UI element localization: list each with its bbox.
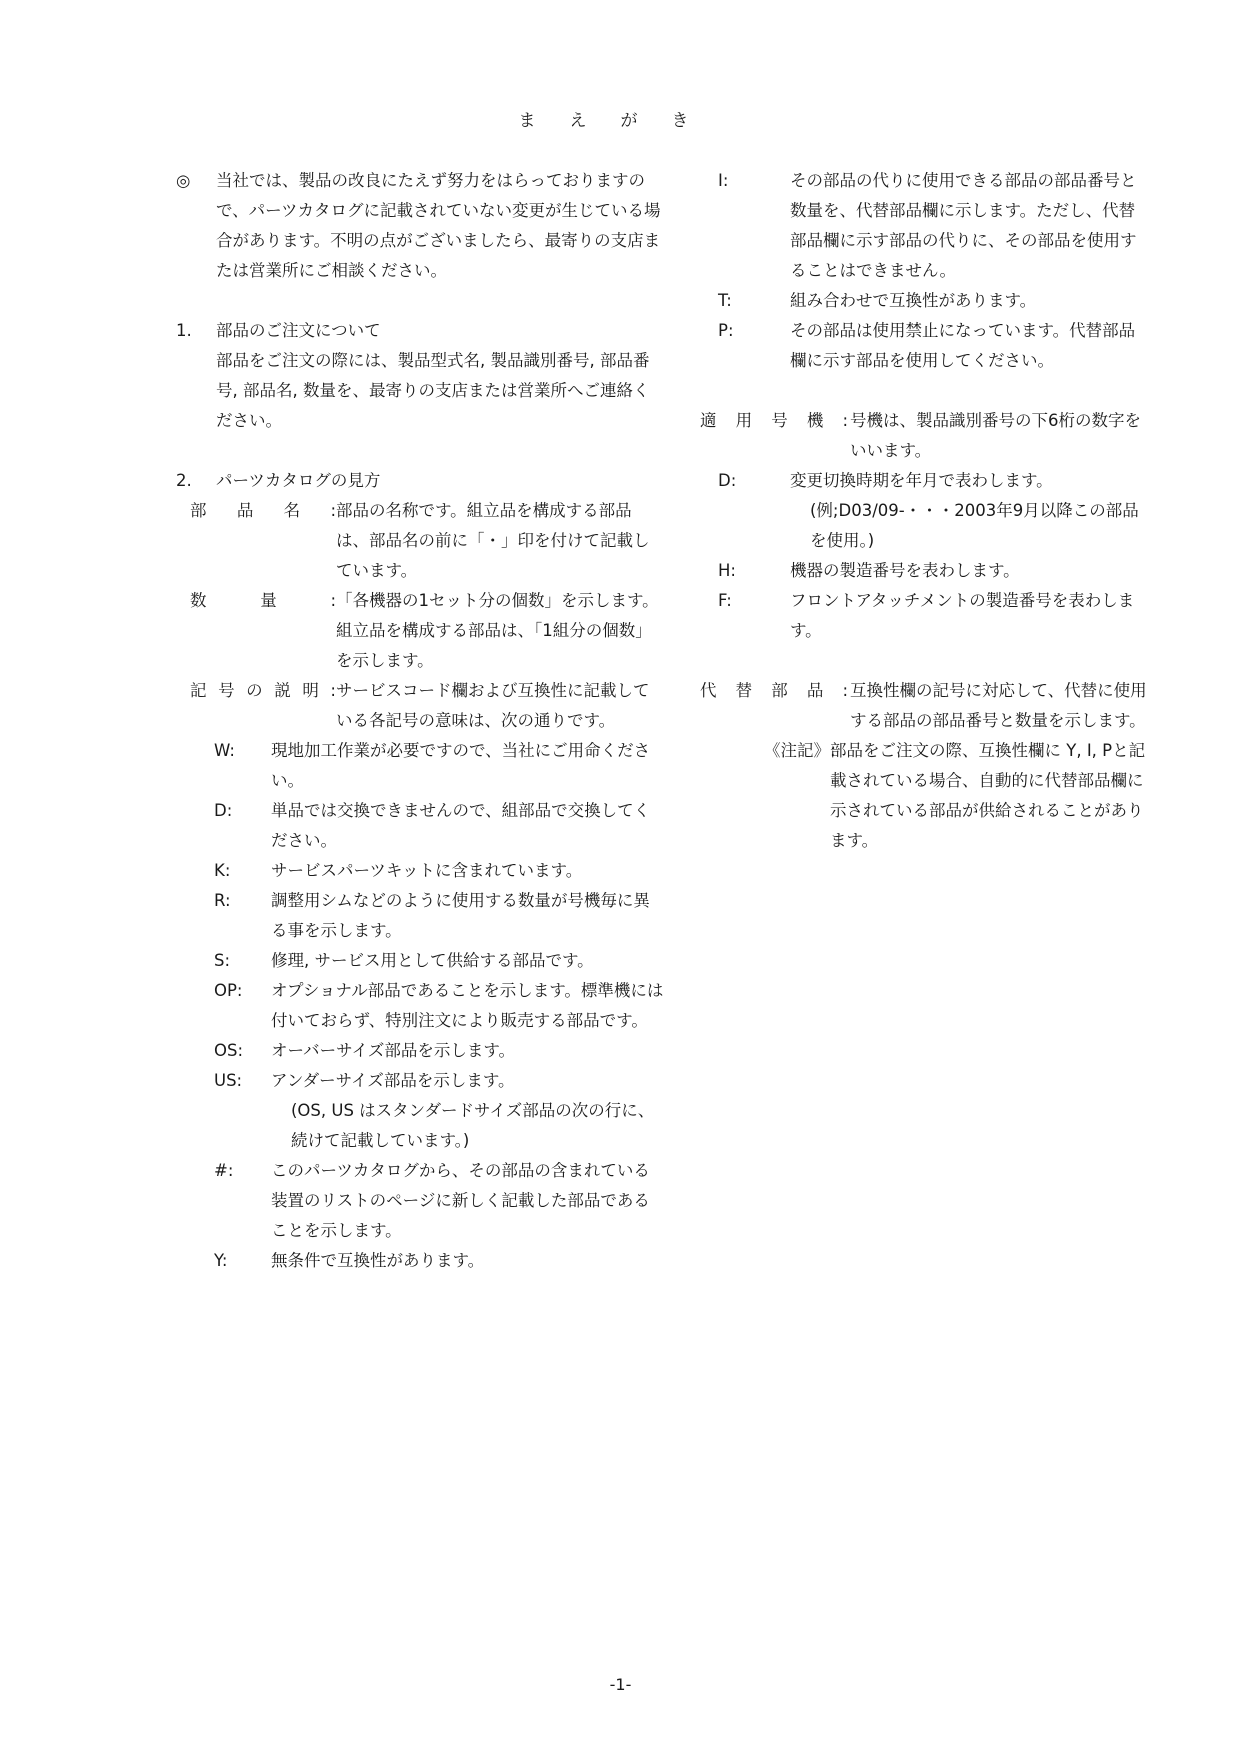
definition-item	[176, 676, 664, 736]
symbol-text: アンダーサイズ部品を示します。	[271, 1071, 515, 1090]
compat-symbol-list	[700, 166, 1150, 376]
note-term: 《注記》:	[764, 741, 836, 760]
symbol-text: 変更切換時期を年月で表わします。	[790, 471, 1053, 490]
intro-paragraph	[176, 166, 664, 286]
term-char: 号	[218, 681, 235, 700]
left-column	[176, 166, 664, 1276]
term-char: 号	[771, 411, 788, 430]
symbol-text: オプショナル部品であることを示します。標準機には付いておらず、特別注文により販売する部品です。	[271, 981, 664, 1030]
symbol-key: D:	[718, 471, 737, 490]
term-char: 明	[302, 681, 319, 700]
symbol-item	[700, 316, 1150, 376]
section-2-title: パーツカタログの見方	[216, 471, 381, 490]
example-note	[700, 496, 1150, 556]
definition-term	[190, 586, 336, 616]
definition-term	[190, 496, 336, 526]
symbol-text: 調整用シムなどのように使用する数量が号機毎に異る事を示します。	[271, 891, 650, 940]
section-1-body: 部品をご注文の際には、製品型式名, 製品識別番号, 部品番号, 部品名, 数量を、最寄りの支店または営業所へご連絡ください。	[216, 351, 650, 430]
symbol-item	[176, 946, 664, 976]
symbol-item	[700, 466, 1150, 496]
symbol-text: その部品の代りに使用できる部品の部品番号と数量を、代替部品欄に示します。ただし、代替部品欄に示す部品の代りに、その部品を使用することはできません。	[790, 171, 1137, 280]
symbol-text: 無条件で互換性があります。	[271, 1251, 485, 1270]
symbol-text: 単品では交換できませんので、組部品で交換してください。	[271, 801, 651, 850]
term-char: 部	[771, 681, 788, 700]
term-char: の	[246, 681, 263, 700]
symbol-text: 組み合わせで互換性があります。	[790, 291, 1037, 310]
symbol-text: 現地加工作業が必要ですので、当社にご用命ください。	[271, 741, 651, 790]
term-char: 数	[190, 591, 207, 610]
section-2-number: 2.	[176, 471, 192, 490]
symbol-key: S:	[214, 951, 231, 970]
symbol-text: このパーツカタログから、その部品の含まれている装置のリストのページに新しく記載した部品であることを示します。	[271, 1161, 650, 1240]
symbol-text: サービスパーツキットに含まれています。	[271, 861, 583, 880]
symbol-item	[176, 856, 664, 886]
symbol-text: オーバーサイズ部品を示します。	[271, 1041, 516, 1060]
symbol-text: 機器の製造番号を表わします。	[790, 561, 1020, 580]
symbol-item	[176, 1066, 664, 1096]
term-char: 品	[236, 501, 254, 520]
symbol-list	[176, 736, 664, 1096]
symbol-item	[176, 976, 664, 1036]
term-char: 説	[274, 681, 291, 700]
symbol-key: H:	[718, 561, 736, 580]
definition-term	[190, 676, 336, 706]
term-char: 機	[806, 411, 824, 430]
symbol-key: W:	[214, 741, 235, 760]
term-char: :	[330, 681, 336, 700]
section-1-title: 部品のご注文について	[216, 321, 381, 340]
symbol-key: K:	[214, 861, 231, 880]
applicable-text: 号機は、製品識別番号の下6桁の数字をいいます。	[850, 411, 1141, 460]
symbol-item	[176, 736, 664, 796]
definition-text: 「各機器の1セット分の個数」を示します。組立品を構成する部品は、「1組分の個数」を示します。	[336, 591, 659, 670]
symbol-item	[176, 796, 664, 856]
example-text: (例;D03/09-・・・2003年9月以降この部品を使用。)	[810, 501, 1139, 550]
term-char: 量	[260, 591, 277, 610]
applicable-definition	[700, 406, 1150, 466]
substitute-text: 互換性欄の記号に対応して、代替に使用する部品の部品番号と数量を示します。	[850, 681, 1147, 730]
term-char: 記	[190, 681, 207, 700]
size-note-text: (OS, US はスタンダードサイズ部品の次の行に、続けて記載しています。)	[291, 1101, 655, 1150]
right-column	[700, 166, 1150, 856]
symbol-item	[700, 286, 1150, 316]
term-char: 適	[700, 411, 717, 430]
intro-text: 当社では、製品の改良にたえず努力をはらっておりますので、パーツカタログに記載されていない変更が生じている場合があります。不明の点がございましたら、最寄りの支店または営業所にご相談ください。	[216, 171, 661, 280]
section-2-heading	[176, 466, 664, 496]
term-char: 替	[735, 681, 753, 700]
page-number: -1-	[609, 1675, 632, 1694]
term-char: 名	[283, 501, 301, 520]
note-paragraph	[700, 736, 1150, 856]
symbol-text: その部品は使用禁止になっています。代替部品欄に示す部品を使用してください。	[790, 321, 1136, 370]
section-1	[176, 316, 664, 436]
term-char: :	[330, 591, 336, 610]
symbol-item	[176, 1246, 664, 1276]
symbol-key: OS:	[214, 1041, 244, 1060]
definition-text: サービスコード欄および互換性に記載している各記号の意味は、次の通りです。	[336, 681, 650, 730]
term-char: 部	[190, 501, 207, 520]
term-char: 品	[806, 681, 824, 700]
applicable-symbol-list	[700, 466, 1150, 496]
symbol-key: Y:	[214, 1251, 228, 1270]
definition-item	[176, 586, 664, 676]
applicable-term	[700, 406, 848, 436]
symbol-key: T:	[718, 291, 732, 310]
term-char: 用	[735, 411, 753, 430]
term-char: :	[842, 681, 848, 700]
definition-text: 部品の名称です。組立品を構成する部品は、部品名の前に「・」印を付けて記載しています。	[336, 501, 650, 580]
symbol-item	[700, 556, 1150, 586]
symbol-key: I:	[718, 171, 729, 190]
symbol-key: P:	[718, 321, 734, 340]
symbol-item	[700, 586, 1150, 646]
symbol-item	[700, 166, 1150, 286]
size-note	[176, 1096, 664, 1156]
symbol-text: フロントアタッチメントの製造番号を表わします。	[790, 591, 1135, 640]
symbol-list-continued	[176, 1156, 664, 1276]
symbol-key: #:	[214, 1161, 234, 1180]
section-1-heading	[176, 316, 664, 346]
definition-list	[176, 496, 664, 736]
symbol-key: D:	[214, 801, 233, 820]
section-2	[176, 466, 664, 1276]
page-title: まえがき	[518, 111, 723, 131]
substitute-term	[700, 676, 848, 706]
note-text: 部品をご注文の際、互換性欄に Y, I, Pと記載されている場合、自動的に代替部品欄に示されている部品が供給されることがあります。	[830, 741, 1146, 850]
substitute-definition	[700, 676, 1150, 736]
section-1-number: 1.	[176, 321, 192, 340]
symbol-key: US:	[214, 1071, 243, 1090]
term-char: :	[842, 411, 848, 430]
term-char: 代	[700, 681, 717, 700]
symbol-item	[176, 1156, 664, 1246]
symbol-key: R:	[214, 891, 231, 910]
symbol-item	[176, 886, 664, 946]
symbol-item	[176, 1036, 664, 1066]
symbol-text: 修理, サービス用として供給する部品です。	[271, 951, 594, 970]
applicable-symbol-list-continued	[700, 556, 1150, 646]
term-char: :	[330, 501, 336, 520]
definition-item	[176, 496, 664, 586]
symbol-key: F:	[718, 591, 732, 610]
double-circle-icon: ◎	[176, 171, 191, 190]
symbol-key: OP:	[214, 981, 243, 1000]
